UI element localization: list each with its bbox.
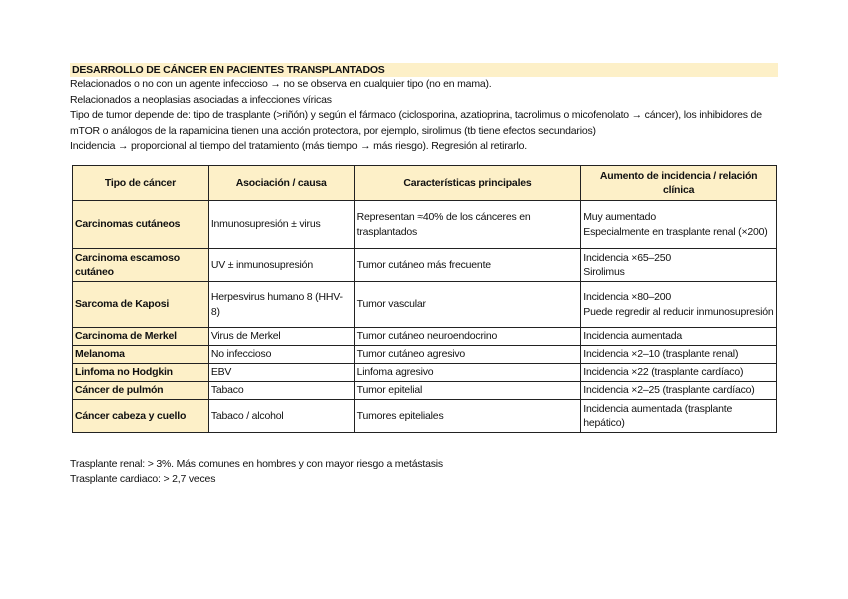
header-tipo: Tipo de cáncer (73, 166, 209, 201)
cell-line: Inmunosupresión ± virus (210, 218, 321, 231)
cell-line: Sirolimus (583, 266, 625, 278)
cell-incidencia (581, 282, 777, 328)
cell-line: Incidencia aumentada (trasplante hepático) (583, 402, 733, 429)
cell-incidencia (581, 346, 777, 364)
cell-tipo (73, 201, 209, 249)
cell-tipo (73, 249, 209, 282)
cell-asociacion (208, 249, 354, 282)
header-asociacion: Asociación / causa (208, 166, 354, 201)
cell-incidencia (581, 400, 777, 433)
cell-incidencia (581, 249, 777, 282)
cell-line: Virus de Merkel (210, 330, 281, 343)
intro-line: Relacionados a neoplasias asociadas a infecciones víricas (70, 93, 332, 106)
cell-caracteristicas (354, 249, 581, 282)
cell-asociacion (208, 364, 354, 382)
cell-caracteristicas (354, 400, 581, 433)
cell-line: Incidencia ×2–10 (trasplante renal) (583, 348, 739, 361)
table-row (73, 201, 777, 249)
cell-line: Tumor cutáneo neuroendocrino (356, 330, 498, 343)
cell-line: Cáncer cabeza y cuello (75, 409, 187, 422)
cell-line: Herpesvirus humano 8 (HHV-8) (210, 291, 343, 318)
cell-asociacion (208, 328, 354, 346)
document-title: DESARROLLO DE CÁNCER EN PACIENTES TRANSPLANTADOS (70, 63, 778, 77)
cell-line: Muy aumentado (583, 211, 656, 223)
cell-line: Tumor vascular (356, 298, 426, 311)
cell-tipo (73, 400, 209, 433)
cell-asociacion (208, 382, 354, 400)
table-body (73, 201, 777, 433)
cell-line: Representan ≈40% de los cánceres en trasplantados (356, 211, 531, 238)
cell-line: Incidencia ×80–200 (583, 291, 672, 303)
cell-caracteristicas (354, 346, 581, 364)
header-incidencia: Aumento de incidencia / relación clínica (581, 166, 777, 201)
intro-line: Incidencia → proporcional al tiempo del tratamiento (más tiempo → más riesgo). Regresión al retirarlo. (70, 140, 527, 153)
cell-line: Cáncer de pulmón (75, 384, 164, 397)
table-row (73, 382, 777, 400)
table-header-row (73, 166, 777, 201)
footer-notes (70, 457, 443, 487)
cell-tipo (73, 382, 209, 400)
cell-line: Especialmente en trasplante renal (×200) (583, 225, 768, 238)
cell-asociacion (208, 400, 354, 433)
header-caracteristicas: Características principales (354, 166, 581, 201)
cell-line: No infeccioso (210, 348, 272, 361)
cell-caracteristicas (354, 282, 581, 328)
cell-incidencia (581, 328, 777, 346)
cell-caracteristicas (354, 328, 581, 346)
cell-line: Tabaco (210, 384, 244, 397)
cell-line: Sarcoma de Kaposi (75, 298, 170, 311)
cell-line: Incidencia ×65–250 (583, 251, 672, 264)
table-row (73, 400, 777, 433)
cell-line: Incidencia aumentada (583, 330, 683, 343)
cell-asociacion (208, 201, 354, 249)
footer-line: Trasplante cardiaco: > 2,7 veces (70, 473, 216, 485)
cell-line: EBV (210, 366, 232, 379)
cancer-table (72, 165, 777, 433)
cell-line: Tumor cutáneo agresivo (356, 348, 466, 361)
cell-caracteristicas (354, 364, 581, 382)
cell-line: Carcinomas cutáneos (75, 218, 181, 231)
cell-asociacion (208, 282, 354, 328)
document-body (70, 63, 778, 155)
intro-line: Tipo de tumor depende de: tipo de trasplante (>riñón) y según el fármaco (ciclosporina, azatioprina, tacrolimus o micofenolato → cáncer), los inhibidores de mTOR o análogos de la rapamicina tienen una acción protectora, por ejemplo, sirolimus (tb tiene efectos secundarios) (70, 109, 762, 137)
cell-line: Tumor epitelial (356, 384, 423, 397)
cell-incidencia (581, 382, 777, 400)
footer-line: Trasplante renal: > 3%. Más comunes en hombres y con mayor riesgo a metástasis (70, 458, 443, 470)
cell-asociacion (208, 346, 354, 364)
intro-paragraphs (70, 77, 778, 155)
table-row (73, 249, 777, 282)
table-row (73, 364, 777, 382)
cell-incidencia (581, 364, 777, 382)
cell-line: Melanoma (75, 348, 125, 361)
cell-tipo (73, 328, 209, 346)
cell-line: Tabaco / alcohol (210, 409, 284, 422)
cell-line: Incidencia ×2–25 (trasplante cardíaco) (583, 384, 755, 397)
cell-line: Incidencia ×22 (trasplante cardíaco) (583, 366, 744, 379)
intro-line: Relacionados o no con un agente infeccioso → no se observa en cualquier tipo (no en mama). (70, 78, 492, 90)
cell-line: Carcinoma escamoso cutáneo (75, 251, 180, 278)
cell-line: Tumor cutáneo más frecuente (356, 258, 491, 271)
table-row (73, 328, 777, 346)
cell-line: Tumores epiteliales (356, 409, 444, 422)
table-row (73, 346, 777, 364)
table-row (73, 282, 777, 328)
cell-caracteristicas (354, 201, 581, 249)
cell-line: Carcinoma de Merkel (75, 330, 177, 343)
cell-tipo (73, 282, 209, 328)
cell-line: Linfoma no Hodgkin (75, 366, 173, 379)
cell-tipo (73, 364, 209, 382)
cell-line: Linfoma agresivo (356, 366, 434, 379)
cell-caracteristicas (354, 382, 581, 400)
cell-line: Puede regredir al reducir inmunosupresión (583, 305, 774, 318)
cell-tipo (73, 346, 209, 364)
cell-incidencia (581, 201, 777, 249)
cell-line: UV ± inmunosupresión (210, 258, 313, 271)
